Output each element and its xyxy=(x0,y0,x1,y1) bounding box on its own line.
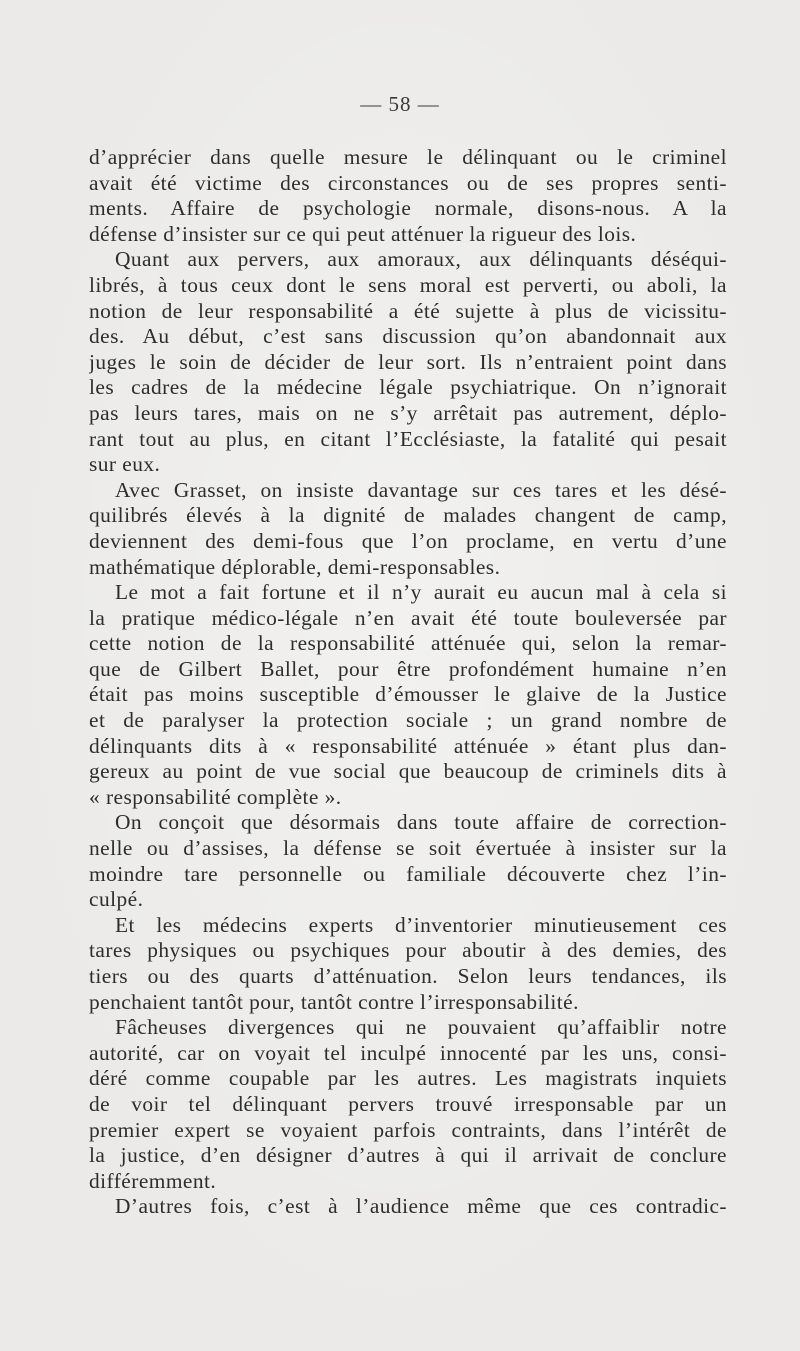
text-line: quilibrés élevés à la dignité de malades changent de camp, xyxy=(89,503,727,528)
body-text xyxy=(89,145,727,1220)
text-line: On conçoit que désormais dans toute affaire de correction- xyxy=(115,810,727,835)
text-line: des. Au début, c’est sans discussion qu’on abandonnait aux xyxy=(89,324,727,349)
text-line: différemment. xyxy=(89,1168,217,1193)
text-line: D’autres fois, c’est à l’audience même que ces contradic- xyxy=(115,1194,727,1219)
text-line: pas leurs tares, mais on ne s’y arrêtait pas autrement, déplo- xyxy=(89,400,727,425)
text-line: premier expert se voyaient parfois contraints, dans l’intérêt de xyxy=(89,1117,727,1142)
text-line: librés, à tous ceux dont le sens moral est perverti, ou aboli, la xyxy=(89,272,727,297)
text-line: penchaient tantôt pour, tantôt contre l’irresponsabilité. xyxy=(89,989,579,1014)
text-line: sur eux. xyxy=(89,452,161,477)
text-line: la justice, d’en désigner d’autres à qui il arrivait de conclure xyxy=(89,1143,727,1168)
text-line: juges le soin de décider de leur sort. Ils n’entraient point dans xyxy=(89,349,727,374)
text-line: était pas moins susceptible d’émousser le glaive de la Justice xyxy=(89,682,727,707)
text-line: deviennent des demi-fous que l’on proclame, en vertu d’une xyxy=(89,528,727,553)
text-line: Fâcheuses divergences qui ne pouvaient qu’affaiblir notre xyxy=(115,1015,727,1040)
text-line: Avec Grasset, on insiste davantage sur ces tares et les désé- xyxy=(115,477,727,502)
text-line: rant tout au plus, en citant l’Ecclésiaste, la fatalité qui pesait xyxy=(89,426,727,451)
text-line: les cadres de la médecine légale psychiatrique. On n’ignorait xyxy=(89,375,727,400)
text-line: ments. Affaire de psychologie normale, disons-nous. A la xyxy=(89,196,727,221)
text-line: déré comme coupable par les autres. Les magistrats inquiets xyxy=(89,1066,727,1091)
text-line: la pratique médico-légale n’en avait été toute bouleversée par xyxy=(89,605,727,630)
text-line: tares physiques ou psychiques pour aboutir à des demies, des xyxy=(89,938,727,963)
page-number: — 58 — xyxy=(360,92,440,116)
text-line: avait été victime des circonstances ou de ses propres senti- xyxy=(89,170,727,195)
text-line: autorité, car on voyait tel inculpé innocenté par les uns, consi- xyxy=(89,1040,727,1065)
text-line: défense d’insister sur ce qui peut atténuer la rigueur des lois. xyxy=(89,221,637,246)
text-line: d’apprécier dans quelle mesure le délinquant ou le criminel xyxy=(89,145,727,169)
text-line: que de Gilbert Ballet, pour être profondément humaine n’en xyxy=(89,656,727,681)
text-line: Le mot a fait fortune et il n’y aurait eu aucun mal à cela si xyxy=(115,580,727,605)
text-line: Quant aux pervers, aux amoraux, aux délinquants déséqui- xyxy=(115,247,727,272)
text-line: Et les médecins experts d’inventorier minutieusement ces xyxy=(115,912,727,937)
text-line: « responsabilité complète ». xyxy=(89,784,342,809)
text-line: moindre tare personnelle ou familiale découverte chez l’in- xyxy=(89,861,727,886)
text-line: et de paralyser la protection sociale ; un grand nombre de xyxy=(89,708,727,733)
text-line: de voir tel délinquant pervers trouvé irresponsable par un xyxy=(89,1091,727,1116)
text-line: gereux au point de vue social que beaucoup de criminels dits à xyxy=(89,759,727,784)
text-line: notion de leur responsabilité a été sujette à plus de vicissitu- xyxy=(89,298,727,323)
text-line: mathématique déplorable, demi-responsables. xyxy=(89,554,501,579)
text-line: délinquants dits à « responsabilité atténuée » étant plus dan- xyxy=(89,733,727,758)
text-line: nelle ou d’assises, la défense se soit évertuée à insister sur la xyxy=(89,836,727,861)
text-line: tiers ou des quarts d’atténuation. Selon leurs tendances, ils xyxy=(89,964,727,988)
text-line: culpé. xyxy=(89,887,144,912)
text-line: cette notion de la responsabilité atténuée qui, selon la remar- xyxy=(89,631,727,656)
